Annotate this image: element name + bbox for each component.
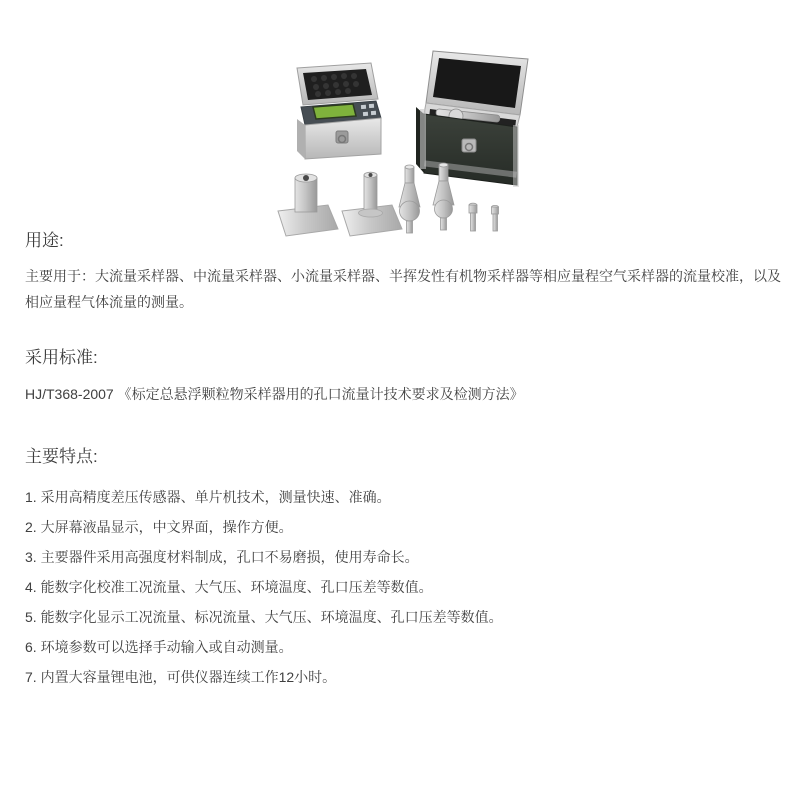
lcd-screen [313, 104, 356, 119]
usage-section-title: 用途: [25, 231, 64, 250]
feature-item: 6. 环境参数可以选择手动输入或自动测量。 [25, 639, 293, 655]
feature-item: 1. 采用高精度差压传感器、单片机技术，测量快速、准确。 [25, 489, 391, 505]
feature-item: 4. 能数字化校准工况流量、大气压、环境温度、孔口压差等数值。 [25, 579, 433, 595]
product-photo [270, 35, 560, 240]
small-instrument-case [297, 63, 381, 159]
venturi-nozzle-large [399, 165, 420, 233]
standard-section-title: 采用标准: [25, 348, 98, 367]
feature-item: 5. 能数字化显示工况流量、标况流量、大气压、环境温度、孔口压差等数值。 [25, 609, 503, 625]
usage-section-body: 主要用于：大流量采样器、中流量采样器、小流量采样器、半挥发性有机物采样器等相应量程空气采样器的流量校准，以及相应量程气体流量的测量。 [25, 268, 781, 310]
feature-item: 3. 主要器件采用高强度材料制成，孔口不易磨损，使用寿命长。 [25, 549, 419, 565]
product-description [25, 225, 790, 692]
standard-section-body: HJ/T368-2007 《标定总悬浮颗粒物采样器用的孔口流量计技术要求及检测方法》 [25, 386, 524, 402]
case-latch [336, 131, 348, 143]
feature-item: 7. 内置大容量锂电池，可供仪器连续工作12小时。 [25, 669, 337, 685]
product-photo-illustration [270, 35, 560, 240]
features-section-title: 主要特点: [25, 447, 98, 466]
feature-item: 2. 大屏幕液晶显示，中文界面，操作方便。 [25, 519, 293, 535]
features-list [25, 482, 790, 692]
large-meter-case [416, 51, 528, 187]
